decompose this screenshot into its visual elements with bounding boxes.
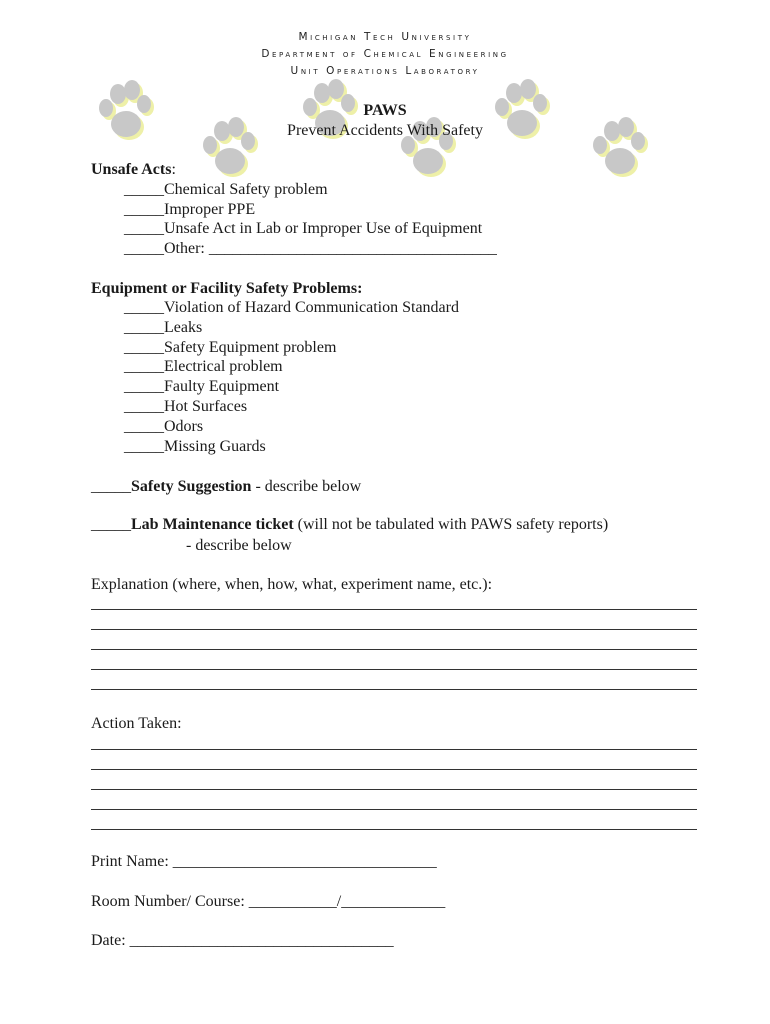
write-line[interactable] <box>91 609 697 610</box>
equipment-heading: Equipment or Facility Safety Problems: <box>91 280 363 297</box>
checklist-item: _____Leaks <box>124 319 203 336</box>
checklist-item: _____Electrical problem <box>124 358 283 375</box>
lab-name: Unit Operations Laboratory <box>290 65 480 77</box>
checklist-item: _____Safety Equipment problem <box>124 339 337 356</box>
checklist-item: _____Improper PPE <box>124 201 256 218</box>
write-line[interactable] <box>91 649 697 650</box>
university-name: Michigan Tech University <box>298 31 472 43</box>
checklist-item: _____Odors <box>124 418 204 435</box>
checklist-item: _____Missing Guards <box>124 438 266 455</box>
write-line[interactable] <box>91 629 697 630</box>
lab-maintenance-note: - describe below <box>186 537 292 554</box>
write-line[interactable] <box>91 669 697 670</box>
lab-maintenance-line: _____Lab Maintenance ticket (will not be tabulated with PAWS safety reports) <box>91 516 609 533</box>
write-line[interactable] <box>91 809 697 810</box>
checklist-item: _____Hot Surfaces <box>124 398 248 415</box>
write-line[interactable] <box>91 749 697 750</box>
date-field[interactable]: Date: _________________________________ <box>91 932 394 949</box>
action-taken-label: Action Taken: <box>91 715 182 732</box>
checklist-item: _____Faulty Equipment <box>124 378 280 395</box>
write-line[interactable] <box>91 789 697 790</box>
checklist-item: _____Chemical Safety problem <box>124 181 328 198</box>
checklist-item: _____Violation of Hazard Communication Standard <box>124 299 459 316</box>
action-taken-lines[interactable] <box>91 749 697 849</box>
form-title: PAWS <box>363 102 407 119</box>
checklist-item: _____Unsafe Act in Lab or Improper Use of Equipment <box>124 220 483 237</box>
form-subtitle: Prevent Accidents With Safety <box>287 122 483 139</box>
checklist-item: _____Other: ____________________________________ <box>124 240 497 257</box>
write-line[interactable] <box>91 769 697 770</box>
safety-suggestion-line: _____Safety Suggestion - describe below <box>91 478 362 495</box>
department-name: Department of Chemical Engineering <box>261 48 509 60</box>
explanation-label: Explanation (where, when, how, what, experiment name, etc.): <box>91 576 493 593</box>
print-name-field[interactable]: Print Name: _________________________________ <box>91 853 437 870</box>
write-line[interactable] <box>91 689 697 690</box>
unsafe-acts-heading: Unsafe Acts: <box>91 161 176 178</box>
room-course-field[interactable]: Room Number/ Course: ___________/_____________ <box>91 893 446 910</box>
explanation-lines[interactable] <box>91 609 697 709</box>
write-line[interactable] <box>91 829 697 830</box>
